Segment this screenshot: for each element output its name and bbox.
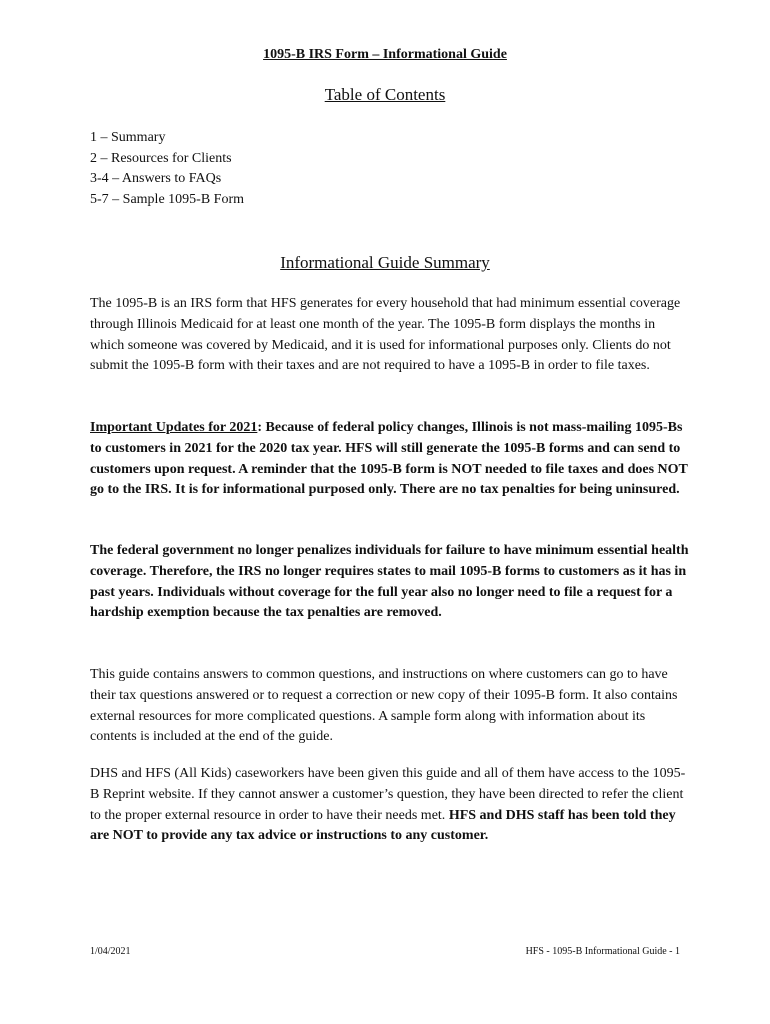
document-title: 1095-B IRS Form – Informational Guide — [263, 47, 507, 62]
summary-paragraph-1: The 1095-B is an IRS form that HFS generates for every household that had minimum essential coverage through Illinois Medicaid for at least one month of the year. The 1095-B form displays the months in which someone was covered by Medicaid, and it is used for informational purposes only. Clients do not submit the 1095-B form with their taxes and are not required to have a 1095-B in order to file taxes. — [90, 296, 681, 374]
toc-item-resources: 2 – Resources for Clients — [90, 150, 232, 166]
important-updates-paragraph — [90, 418, 690, 501]
summary-heading: Informational Guide Summary — [280, 253, 490, 272]
important-updates-label: Important Updates for 2021 — [90, 420, 258, 435]
important-updates-text: : Because of federal policy changes, Illinois is not mass-mailing 1095-Bs to customers in 2021 for the 2020 tax year. HFS will still generate the 1095-B forms and can send to customers upon request. A reminder that the 1095-B form is NOT needed to file taxes and does NOT go to the IRS. It is for informational purposed only. There are no tax penalties for being uninsured. — [90, 420, 688, 498]
toc-item-faqs: 3-4 – Answers to FAQs — [90, 171, 222, 187]
toc-heading: Table of Contents — [324, 85, 446, 104]
staff-notice: HFS and DHS staff has been told they are NOT to provide any tax advice or instructions to any customer. — [90, 807, 676, 844]
footer-date: 1/04/2021 — [90, 946, 131, 957]
footer-page-label: HFS - 1095-B Informational Guide - 1 — [525, 946, 680, 957]
caseworkers-paragraph — [90, 764, 690, 847]
federal-policy-paragraph: The federal government no longer penalizes individuals for failure to have minimum essential health coverage. Therefore, the IRS no longer requires states to mail 1095-B forms to customers as it has in past years. Individuals without coverage for the full year also no longer need to file a request for a hardship exemption because the tax penalties are removed. — [90, 543, 689, 621]
caseworkers-text: DHS and HFS (All Kids) caseworkers have been given this guide and all of them have access to the 1095-B Reprint website. If they cannot answer a customer’s question, they have been directed to refer the client to the proper external resource in order to have their needs met. — [90, 766, 686, 823]
guide-contents-paragraph: This guide contains answers to common questions, and instructions on where customers can go to have their tax questions answered or to request a correction or new copy of their 1095-B form. It also contains external resources for more complicated questions. A sample form along with information about its contents is included at the end of the guide. — [90, 667, 678, 745]
toc-item-sample-form: 5-7 – Sample 1095-B Form — [90, 192, 244, 208]
toc-list — [90, 128, 244, 211]
toc-item-summary: 1 – Summary — [90, 130, 166, 145]
